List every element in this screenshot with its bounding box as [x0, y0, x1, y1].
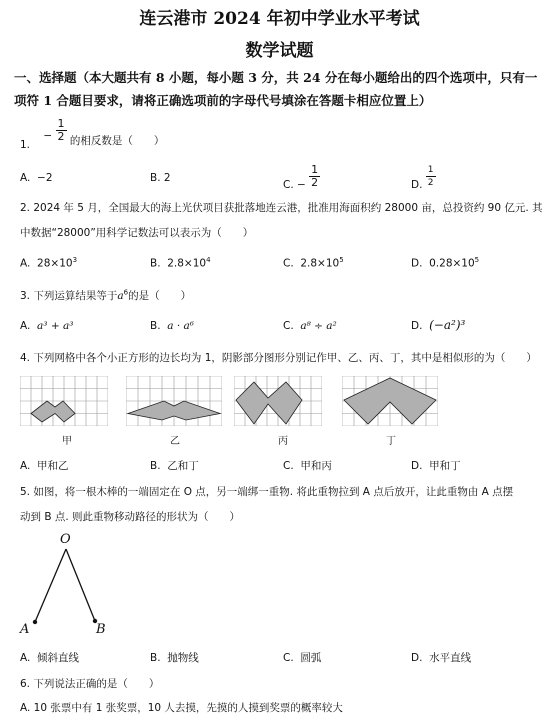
q2-c-val: 2.8×10 [300, 257, 340, 270]
q5-option-b[interactable] [150, 650, 199, 665]
q1-a-label: A. [20, 172, 31, 184]
q1-frac-num: 1 [57, 117, 65, 130]
q1-fraction [56, 118, 67, 143]
q1-c-sign: − [297, 178, 306, 191]
q1-option-b[interactable] [150, 172, 171, 184]
q4-a-val: 甲和乙 [37, 460, 69, 472]
grid-figure-yi [126, 376, 222, 426]
q2-line1: 2. 2024 年 5 月，全国最大的海上光伏项目获批落地连云港，批准用海面积约 28000 亩，总投资约 90 亿元. 其 [20, 202, 543, 214]
q1-c-den: 2 [311, 176, 319, 189]
q5-b-val: 抛物线 [167, 652, 199, 664]
q6-option-a[interactable]: A. 10 张票中有 1 张奖票，10 人去摸，先摸的人摸到奖票的概率较大 [20, 702, 343, 714]
q5-option-c[interactable] [283, 650, 321, 665]
q2-d-val: 0.28×10 [429, 257, 475, 270]
q2-option-b[interactable] [150, 256, 211, 270]
q3-stem-exp: 6 [123, 288, 129, 297]
q1-minus: − [43, 129, 53, 142]
q5-d-label: D. [411, 652, 423, 664]
q1-c-fraction [309, 164, 320, 189]
q3-option-c[interactable] [283, 320, 337, 332]
q6-stem: 6. 下列说法正确的是（ ） [20, 678, 160, 690]
section1-line2: 项符 1 合题目要求，请将正确选项前的字母代号填涂在答题卡相应位置上） [14, 93, 432, 108]
question-1 [20, 117, 165, 154]
subject-title: 数学试题 [245, 41, 314, 61]
question-3 [20, 288, 191, 303]
q4-a-label: A. [20, 460, 31, 472]
q3-b-val: a · a⁶ [167, 320, 194, 332]
q1-d-num: 1 [427, 165, 434, 175]
label-o: O [60, 532, 71, 547]
grid-figure-ding [342, 376, 438, 426]
q2-c-label: C. [283, 257, 294, 270]
label-b: B [96, 622, 106, 637]
q5-line1: 5. 如图，将一根木棒的一端固定在 O 点，另一端绑一重物. 将此重物拉到 A 点后放开，让此重物由 A 点摆 [20, 486, 514, 498]
q3-option-b[interactable] [150, 320, 194, 332]
q1-d-label: D. [411, 178, 423, 191]
caption-bing: 丙 [278, 436, 288, 447]
caption-jia: 甲 [62, 436, 72, 447]
q4-stem: 4. 下列网格中各个小正方形的边长均为 1，阴影部分图形分别记作甲、乙、丙、丁，其中是相似形的为（ ） [20, 352, 537, 364]
q2-d-exp: 5 [474, 256, 480, 264]
q4-option-d[interactable] [411, 458, 461, 473]
q2-d-label: D. [411, 257, 423, 270]
q3-option-a[interactable] [20, 320, 73, 332]
q2-a-val: 28×10 [37, 257, 73, 270]
q5-c-val: 圆弧 [300, 652, 322, 664]
q3-stem-var: a [117, 290, 124, 302]
q3-a-label: A. [20, 320, 31, 332]
q5-option-a[interactable] [20, 650, 79, 665]
q3-c-val: a⁸ ÷ a² [300, 320, 337, 332]
q3-option-d[interactable] [411, 318, 465, 332]
q3-stem-pre: 3. 下列运算结果等于 [20, 290, 118, 302]
q1-option-a[interactable] [20, 172, 53, 184]
q1-d-fraction [426, 164, 436, 189]
caption-yi: 乙 [170, 436, 180, 447]
q1-b-val: 2 [163, 172, 171, 184]
q4-b-label: B. [150, 460, 161, 472]
q1-stem: 的相反数是（ ） [69, 134, 165, 147]
q1-d-den: 2 [427, 178, 434, 188]
q1-a-val: −2 [37, 172, 53, 184]
q1-c-num: 1 [311, 163, 319, 176]
q3-a-val: a³ + a³ [37, 320, 74, 332]
q2-option-a[interactable] [20, 256, 77, 270]
q5-b-label: B. [150, 652, 161, 664]
q1-option-c[interactable] [283, 160, 320, 191]
q4-option-a[interactable] [20, 458, 69, 473]
q2-b-val: 2.8×10 [167, 257, 207, 270]
q4-d-label: D. [411, 460, 423, 472]
q2-line2: 中数据“28000”用科学记数法可以表示为（ ） [20, 227, 254, 239]
q5-d-val: 水平直线 [429, 652, 472, 664]
q2-option-c[interactable] [283, 256, 344, 270]
q5-a-val: 倾斜直线 [37, 652, 80, 664]
q1-option-d[interactable] [411, 160, 436, 191]
q3-c-label: C. [283, 320, 294, 332]
q4-option-b[interactable] [150, 458, 199, 473]
q3-d-val: (−a²)³ [429, 318, 466, 332]
q2-a-label: A. [20, 257, 31, 270]
q2-b-label: B. [150, 257, 161, 270]
grid-figure-bing [234, 376, 322, 426]
q2-a-exp: 3 [72, 256, 78, 264]
q1-number: 1. [20, 138, 31, 151]
q1-frac-den: 2 [57, 130, 65, 143]
q5-option-d[interactable] [411, 650, 471, 665]
grid-figure-jia [20, 376, 108, 426]
q3-stem-post: 的是（ ） [128, 290, 192, 302]
q5-a-label: A. [20, 652, 31, 664]
section1-line1: 一、选择题（本大题共有 8 小题，每小题 3 分，共 24 分在每小题给出的四个选项中，只有一 [14, 70, 538, 85]
exam-title: 连云港市 2024 年初中学业水平考试 [139, 9, 420, 29]
q5-c-label: C. [283, 652, 294, 664]
q4-c-val: 甲和丙 [300, 460, 332, 472]
label-a: A [20, 622, 30, 637]
q5-line2: 动到 B 点. 则此重物移动路径的形状为（ ） [20, 511, 241, 523]
q3-b-label: B. [150, 320, 161, 332]
q3-d-label: D. [411, 320, 423, 332]
caption-ding: 丁 [386, 436, 396, 447]
q4-b-val: 乙和丁 [167, 460, 199, 472]
q2-option-d[interactable] [411, 256, 479, 270]
q4-option-c[interactable] [283, 458, 332, 473]
q2-b-exp: 4 [206, 256, 211, 264]
q4-d-val: 甲和丁 [429, 460, 461, 472]
q2-c-exp: 5 [339, 256, 344, 264]
q4-c-label: C. [283, 460, 294, 472]
q1-b-label: B. [150, 172, 161, 184]
q1-c-label: C. [283, 178, 294, 191]
